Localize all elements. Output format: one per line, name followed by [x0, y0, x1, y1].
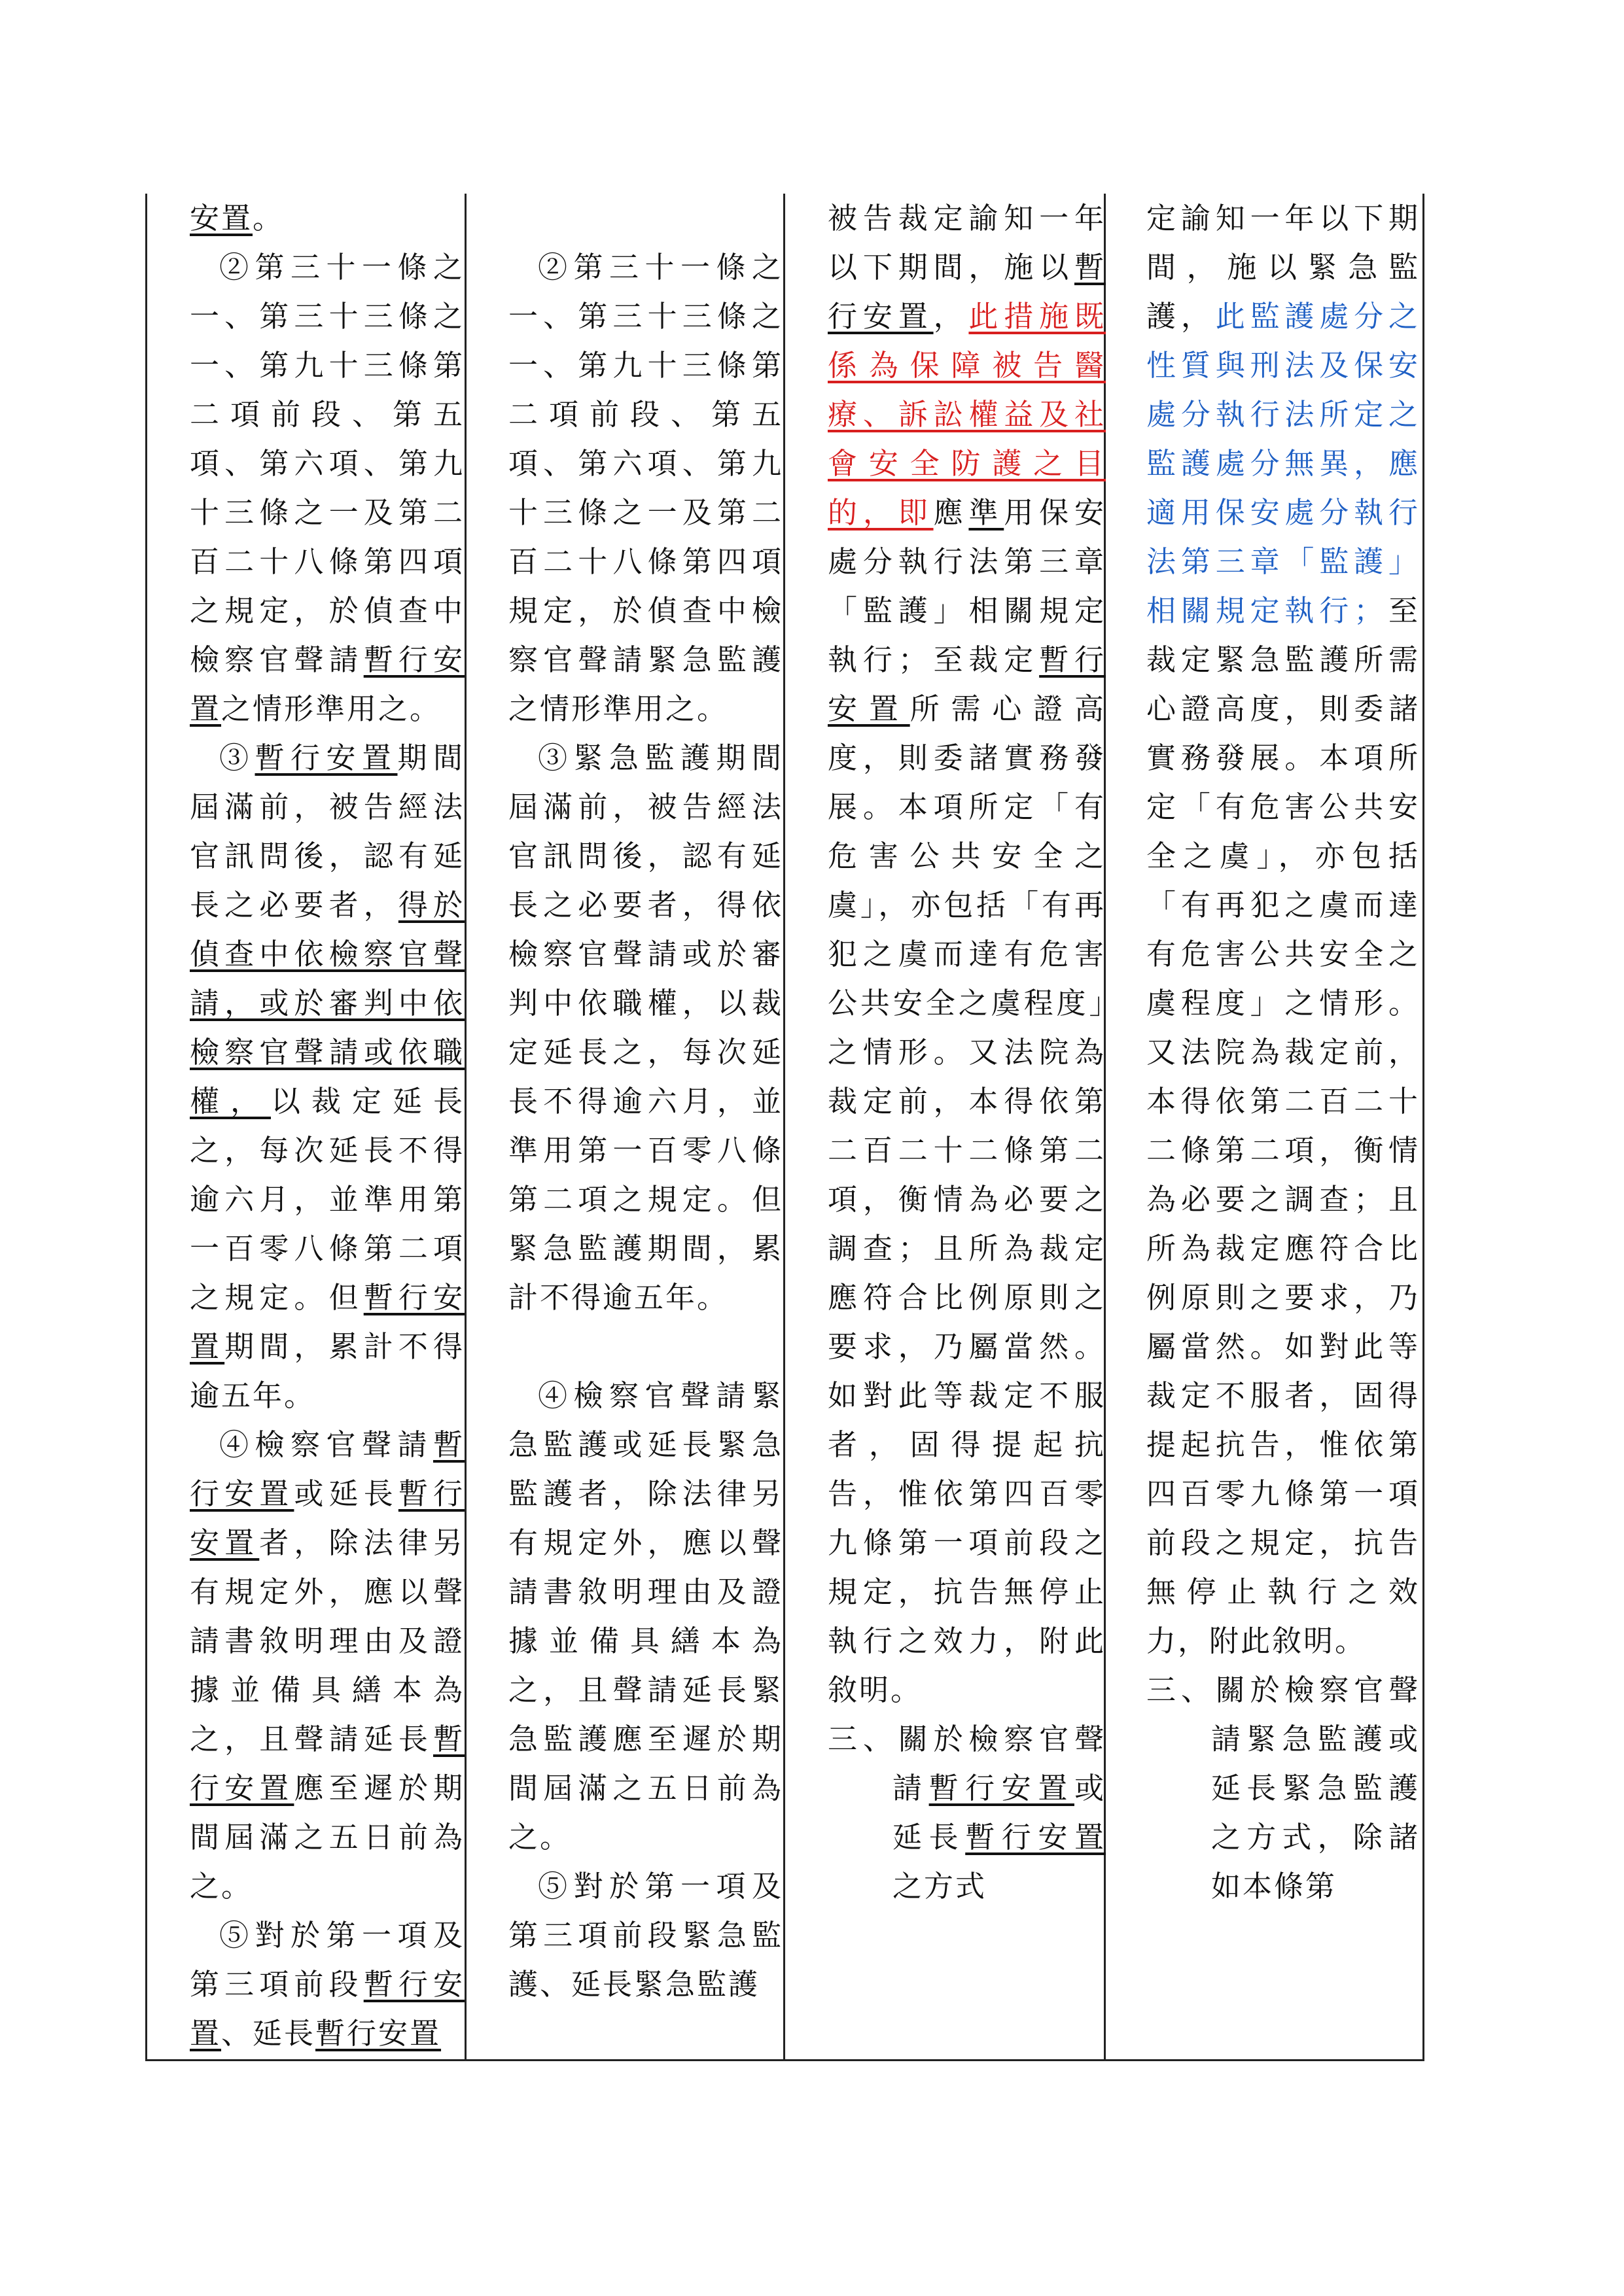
paragraph: ②第三十一條之一、第三十三條之一、第九十三條第二項前段、第五項、第六項、第九十三條之一及第二百二十八條第四項規定，於偵查中檢察官聲請緊急監護之情形準用之。 [508, 250, 783, 726]
column-original-text [508, 194, 783, 2009]
paragraph: ⑤對於第一項及第三項前段暫行安置、延長暫行安置 [190, 1918, 465, 2051]
numbered-item: 三、關於檢察官聲請暫行安置或延長暫行安置之方式 [828, 1722, 1106, 1904]
column-explanation-original [1146, 194, 1420, 1911]
paragraph: 定諭知一年以下期間，施以緊急監護，此監護處分之性質與刑法及保安處分執行法所定之監護處分無異，應適用保安處分執行法第三章「監護」相關規定執行；至裁定緊急監護所需心證高度，則委諸實務發展。本項所定「有危害公共安全之虞」，亦包括「有再犯之虞而達有危害公共安全之虞程度」之情形。又法院為裁定前，本得依第二百二十二條第二項，衡情為必要之調查；且所為裁定應符合比例原則之要求，乃屬當然。如對此等裁定不服者，固得提起抗告，惟依第四百零九條第一項前段之規定，抗告無停止執行之效力，附此敘明。 [1146, 201, 1420, 1658]
paragraph: ③暫行安置期間屆滿前，被告經法官訊問後，認有延長之必要者，得於偵查中依檢察官聲請，或於審判中依檢察官聲請或依職權，以裁定延長之，每次延長不得逾六月，並準用第一百零八條第二項之規定。但暫行安置期間，累計不得逾五年。 [190, 740, 465, 1413]
column-divider [783, 194, 785, 2059]
column-explanation-amended [828, 194, 1106, 1911]
paragraph: ④檢察官聲請緊急監護或延長緊急監護者，除法律另有規定外，應以聲請書敘明理由及證據並備具繕本為之，且聲請延長緊急監護應至遲於期間屆滿之五日前為之。 [508, 1378, 783, 1854]
column-amended-text [190, 194, 465, 2058]
numbered-item: 三、關於檢察官聲請緊急監護或延長緊急監護之方式，除諸如本條第 [1146, 1673, 1420, 1904]
paragraph: ③緊急監護期間屆滿前，被告經法官訊問後，認有延長之必要者，得依檢察官聲請或於審判中依職權，以裁定延長之，每次延長不得逾六月，並準用第一百零八條第二項之規定。但緊急監護期間，累計不得逾五年。 [508, 740, 783, 1315]
column-divider [465, 194, 467, 2059]
paragraph: 被告裁定諭知一年以下期間，施以暫行安置，此措施既係為保障被告醫療、訴訟權益及社會安全防護之目的，即應準用保安處分執行法第三章「監護」相關規定執行；至裁定暫行安置所需心證高度，則委諸實務發展。本項所定「有危害公共安全之虞」，亦包括「有再犯之虞而達有危害公共安全之虞程度」之情形。又法院為裁定前，本得依第二百二十二條第二項，衡情為必要之調查；且所為裁定應符合比例原則之要求，乃屬當然。如對此等裁定不服者，固得提起抗告，惟依第四百零九條第一項前段之規定，抗告無停止執行之效力，附此敘明。 [828, 201, 1106, 1707]
paragraph: ②第三十一條之一、第三十三條之一、第九十三條第二項前段、第五項、第六項、第九十三條之一及第二百二十八條第四項之規定，於偵查中檢察官聲請暫行安置之情形準用之。 [190, 250, 465, 726]
paragraph: 安置。 [190, 201, 285, 235]
paragraph: ④檢察官聲請暫行安置或延長暫行安置者，除法律另有規定外，應以聲請書敘明理由及證據並備具繕本為之，且聲請延長暫行安置應至遲於期間屆滿之五日前為之。 [190, 1427, 465, 1904]
paragraph: ⑤對於第一項及第三項前段緊急監護、延長緊急監護 [508, 1869, 783, 2002]
